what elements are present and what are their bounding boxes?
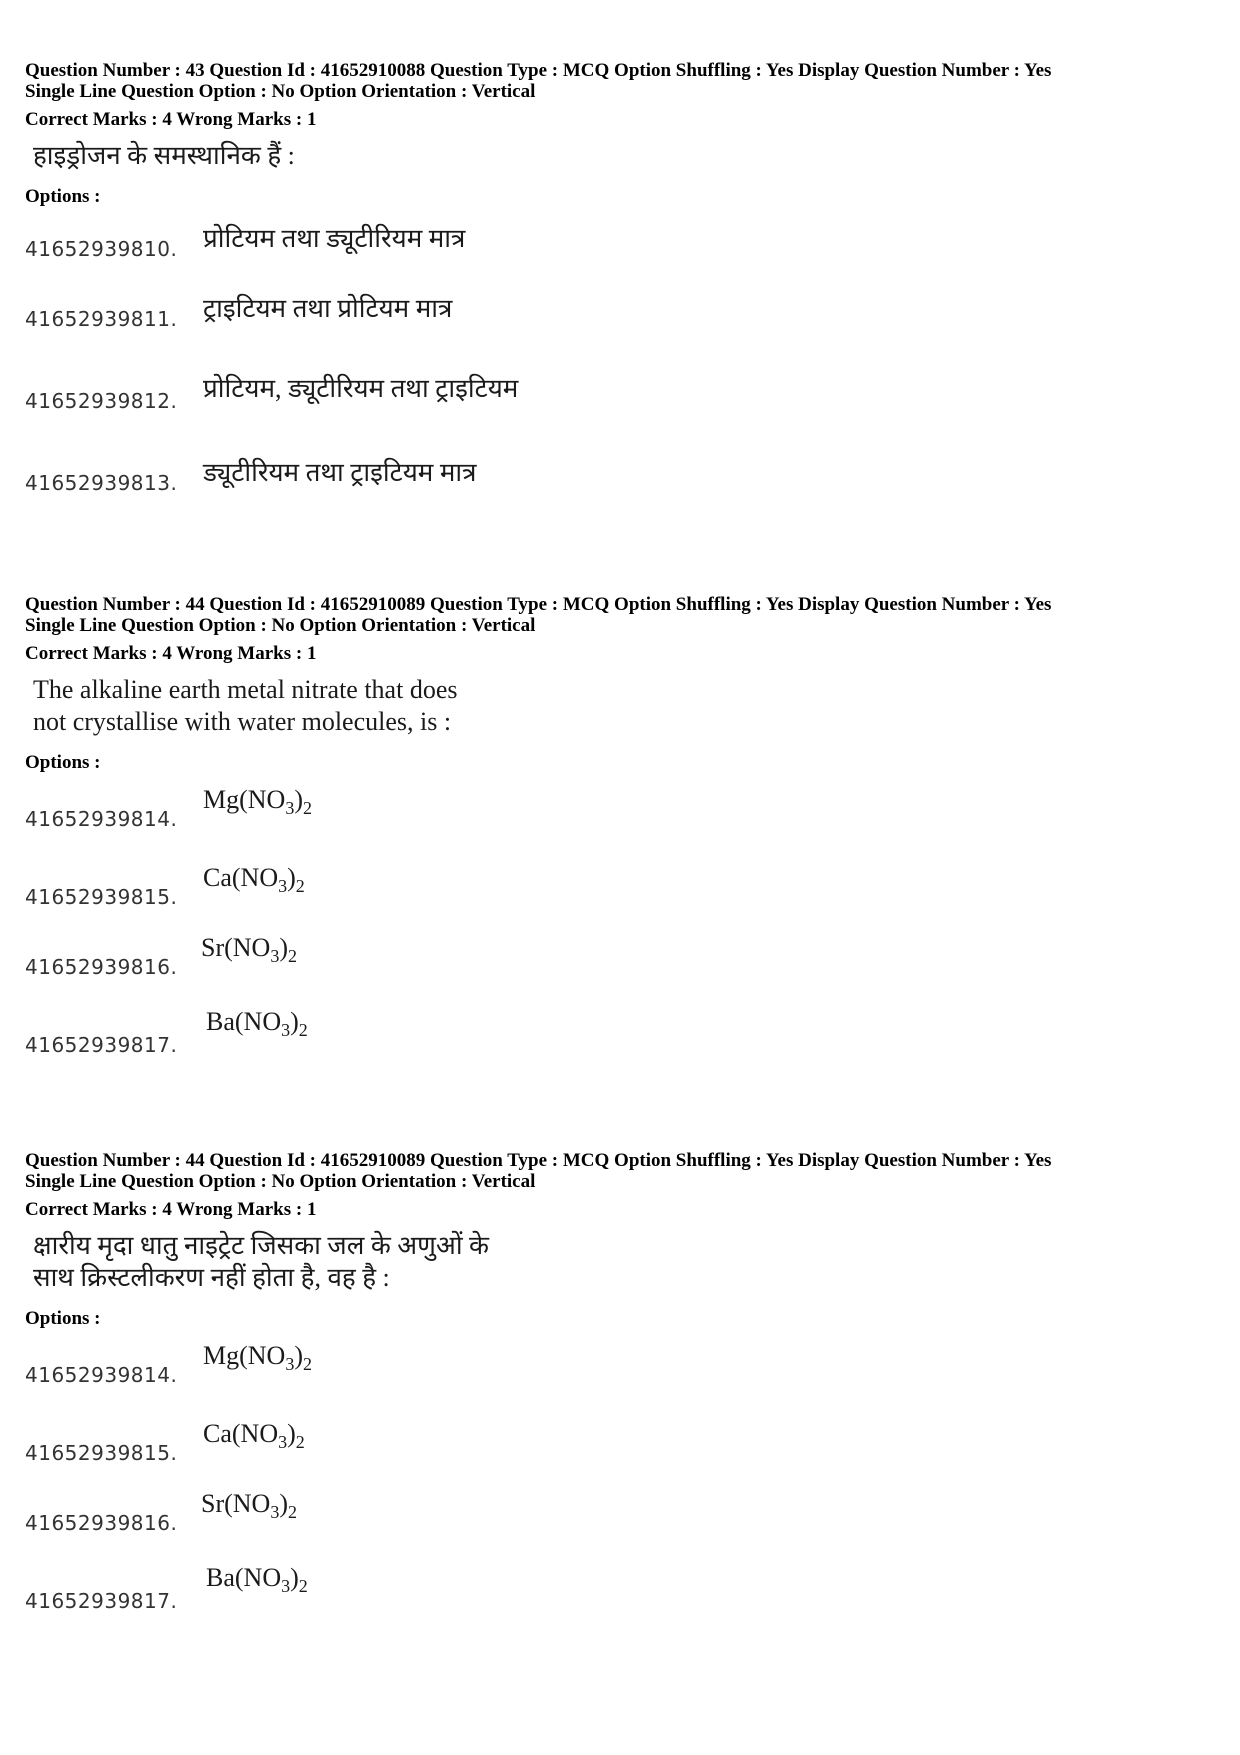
option-row <box>25 293 1225 375</box>
option-formula: $Ba(NO_3)_2$ <box>206 1007 308 1041</box>
option-row <box>25 935 1225 1013</box>
option-formula: $Ca(NO_3)_2$ <box>203 863 305 897</box>
option-id: 41652939816. <box>25 1511 178 1535</box>
option-text: ट्राइटियम तथा प्रोटियम मात्र <box>203 294 453 323</box>
option-row <box>25 457 1225 517</box>
option-id: 41652939814. <box>25 1363 178 1387</box>
options-label: Options : <box>25 752 101 773</box>
option-id: 41652939816. <box>25 955 178 979</box>
question-meta-line2: Single Line Question Option : No Option Orientation : Vertical <box>25 615 536 636</box>
option-row <box>25 1413 1225 1491</box>
option-id: 41652939811. <box>25 307 178 331</box>
option-row <box>25 857 1225 935</box>
option-row <box>25 1563 1225 1647</box>
option-row <box>25 1491 1225 1569</box>
question-text <box>33 140 1225 172</box>
option-row <box>25 1007 1225 1091</box>
option-formula: $Mg(NO_3)_2$ <box>203 785 313 819</box>
question-text-line: The alkaline earth metal nitrate that does <box>33 675 458 704</box>
options-label: Options : <box>25 186 101 207</box>
question-text-line: हाइड्रोजन के समस्थानिक हैं : <box>33 141 295 170</box>
option-row <box>25 215 1225 293</box>
question-meta-line1: Question Number : 43 Question Id : 41652910088 Question Type : MCQ Option Shuffling : Yes Display Question Number : Yes <box>25 60 1052 81</box>
question-meta-line1: Question Number : 44 Question Id : 41652910089 Question Type : MCQ Option Shuffling : Yes Display Question Number : Yes <box>25 594 1052 615</box>
option-formula: $Sr(NO_3)_2$ <box>201 1489 298 1523</box>
question-text-line: साथ क्रिस्टलीकरण नहीं होता है, वह है : <box>33 1263 390 1292</box>
option-id: 41652939815. <box>25 885 178 909</box>
question-text-line: not crystallise with water molecules, is : <box>33 707 452 736</box>
option-text: प्रोटियम तथा ड्यूटीरियम मात्र <box>203 224 466 253</box>
option-id: 41652939817. <box>25 1589 178 1613</box>
option-text: प्रोटियम, ड्यूटीरियम तथा ट्राइटियम <box>203 374 519 403</box>
option-formula: $Mg(NO_3)_2$ <box>203 1341 313 1375</box>
option-id: 41652939814. <box>25 807 178 831</box>
option-id: 41652939815. <box>25 1441 178 1465</box>
option-id: 41652939817. <box>25 1033 178 1057</box>
options-label: Options : <box>25 1308 101 1329</box>
question-block-44-english <box>25 594 1225 1091</box>
question-meta-line2: Single Line Question Option : No Option Orientation : Vertical <box>25 1171 536 1192</box>
question-block-44-hindi <box>25 1150 1225 1647</box>
question-meta-line1: Question Number : 44 Question Id : 41652910089 Question Type : MCQ Option Shuffling : Yes Display Question Number : Yes <box>25 1150 1052 1171</box>
question-marks: Correct Marks : 4 Wrong Marks : 1 <box>25 643 317 664</box>
option-formula: $Ca(NO_3)_2$ <box>203 1419 305 1453</box>
option-formula: $Sr(NO_3)_2$ <box>201 933 298 967</box>
question-text <box>33 674 1225 738</box>
question-meta-line2: Single Line Question Option : No Option Orientation : Vertical <box>25 81 536 102</box>
question-text <box>33 1230 1225 1294</box>
question-text-line: क्षारीय मृदा धातु नाइट्रेट जिसका जल के अणुओं के <box>33 1231 489 1260</box>
option-text: ड्यूटीरियम तथा ट्राइटियम मात्र <box>203 458 477 487</box>
option-row <box>25 779 1225 857</box>
option-id: 41652939813. <box>25 471 178 495</box>
question-marks: Correct Marks : 4 Wrong Marks : 1 <box>25 109 317 130</box>
option-id: 41652939810. <box>25 237 178 261</box>
option-id: 41652939812. <box>25 389 178 413</box>
option-formula: $Ba(NO_3)_2$ <box>206 1563 308 1597</box>
option-row <box>25 375 1225 457</box>
question-marks: Correct Marks : 4 Wrong Marks : 1 <box>25 1199 317 1220</box>
option-row <box>25 1335 1225 1413</box>
question-block-43 <box>25 60 1225 517</box>
